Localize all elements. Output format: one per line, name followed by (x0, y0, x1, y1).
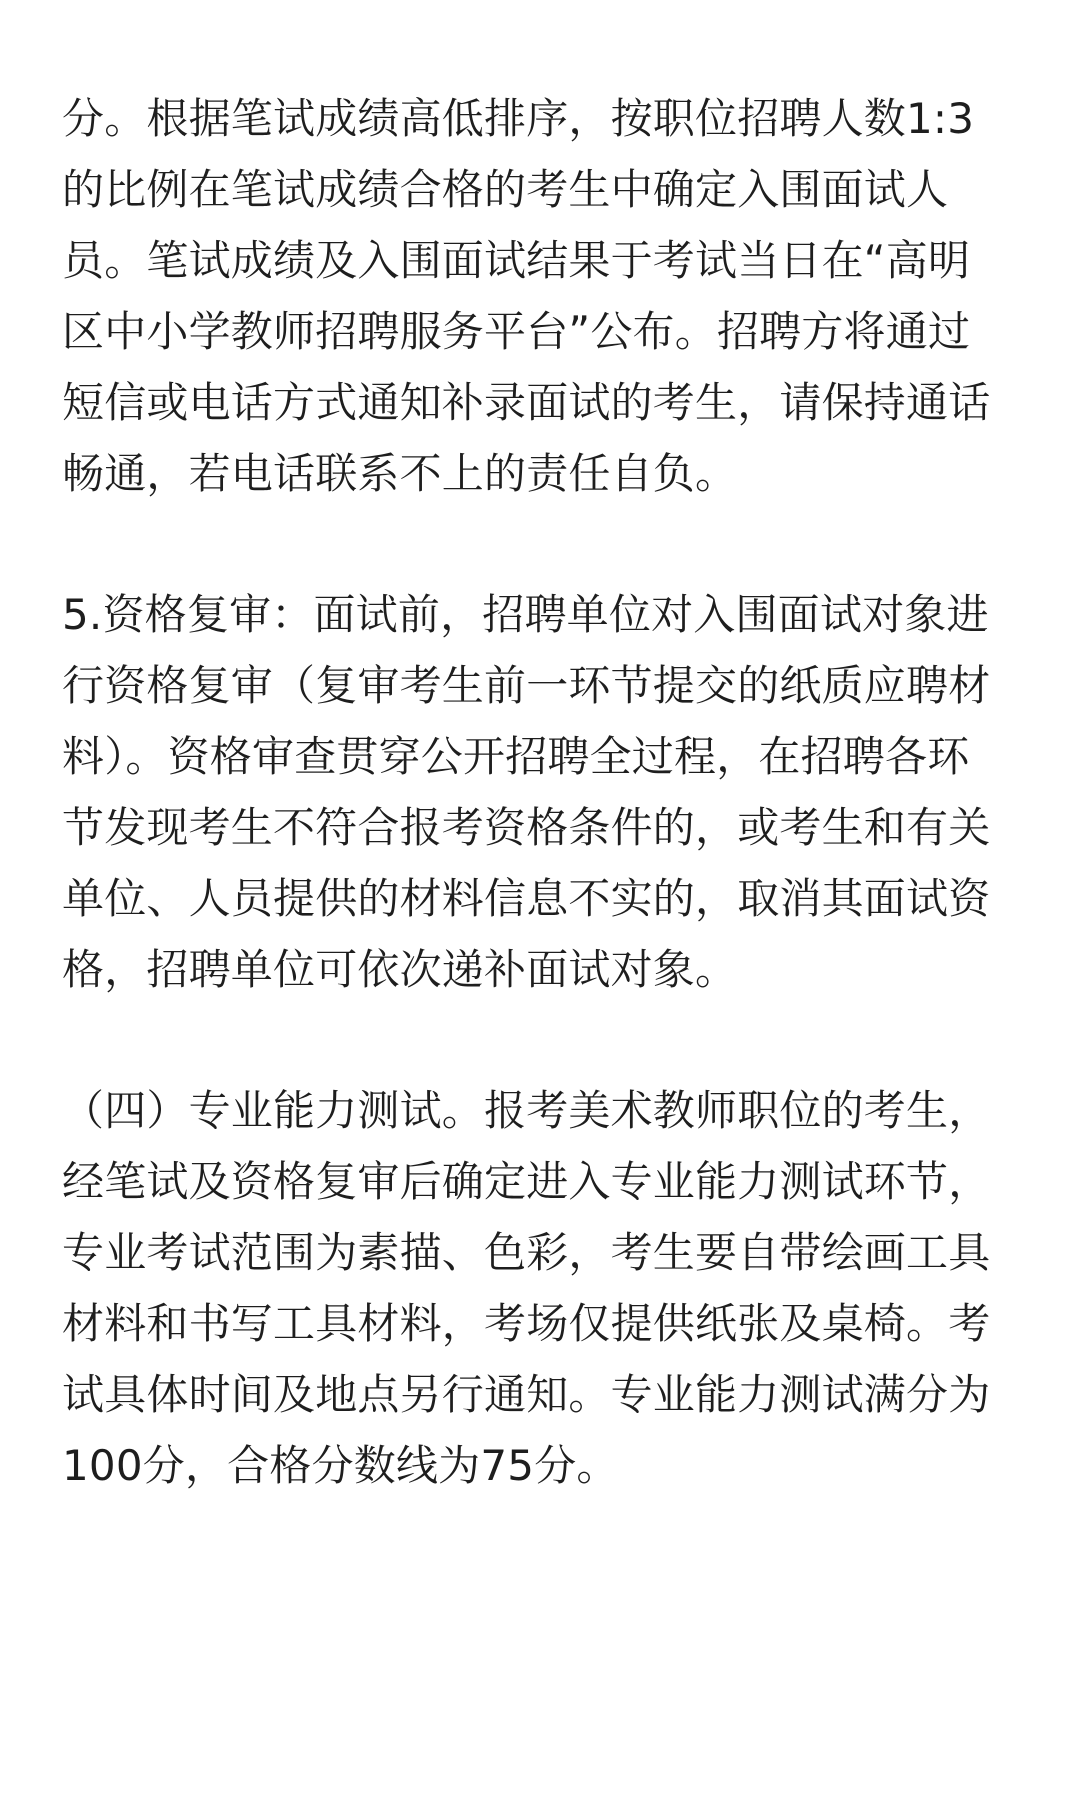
text-line: 员。笔试成绩及入围面试结果于考试当日在“高明 (62, 236, 971, 285)
text-line: 的比例在笔试成绩合格的考生中确定入围面试人 (62, 165, 949, 214)
text-line: 5.资格复审：面试前，招聘单位对入围面试对象进 (62, 590, 989, 639)
text-line: 行资格复审（复审考生前一环节提交的纸质应聘材 (62, 661, 991, 710)
paragraph-professional-test (62, 1075, 1032, 1501)
text-line: （四）专业能力测试。报考美术教师职位的考生， (62, 1086, 991, 1135)
text-line: 试具体时间及地点另行通知。专业能力测试满分为 (62, 1370, 991, 1419)
text-line: 短信或电话方式通知补录面试的考生，请保持通话 (62, 378, 991, 427)
text-line: 节发现考生不符合报考资格条件的，或考生和有关 (62, 803, 991, 852)
text-line: 单位、人员提供的材料信息不实的，取消其面试资 (62, 874, 991, 923)
text-line: 畅通，若电话联系不上的责任自负。 (62, 449, 738, 498)
paragraph-interview-shortlist (62, 83, 1032, 509)
text-line: 材料和书写工具材料，考场仅提供纸张及桌椅。考 (62, 1299, 991, 1348)
paragraph-qualification-review (62, 579, 1032, 1005)
text-line: 专业考试范围为素描、色彩，考生要自带绘画工具 (62, 1228, 991, 1277)
text-line: 区中小学教师招聘服务平台”公布。招聘方将通过 (62, 307, 971, 356)
text-line: 料）。资格审查贯穿公开招聘全过程，在招聘各环 (62, 732, 970, 781)
text-line: 格，招聘单位可依次递补面试对象。 (62, 945, 738, 994)
article-body (62, 83, 1032, 1501)
text-line: 100分，合格分数线为75分。 (62, 1441, 619, 1490)
text-line: 经笔试及资格复审后确定进入专业能力测试环节， (62, 1157, 991, 1206)
text-line: 分。根据笔试成绩高低排序，按职位招聘人数1:3 (62, 94, 975, 143)
